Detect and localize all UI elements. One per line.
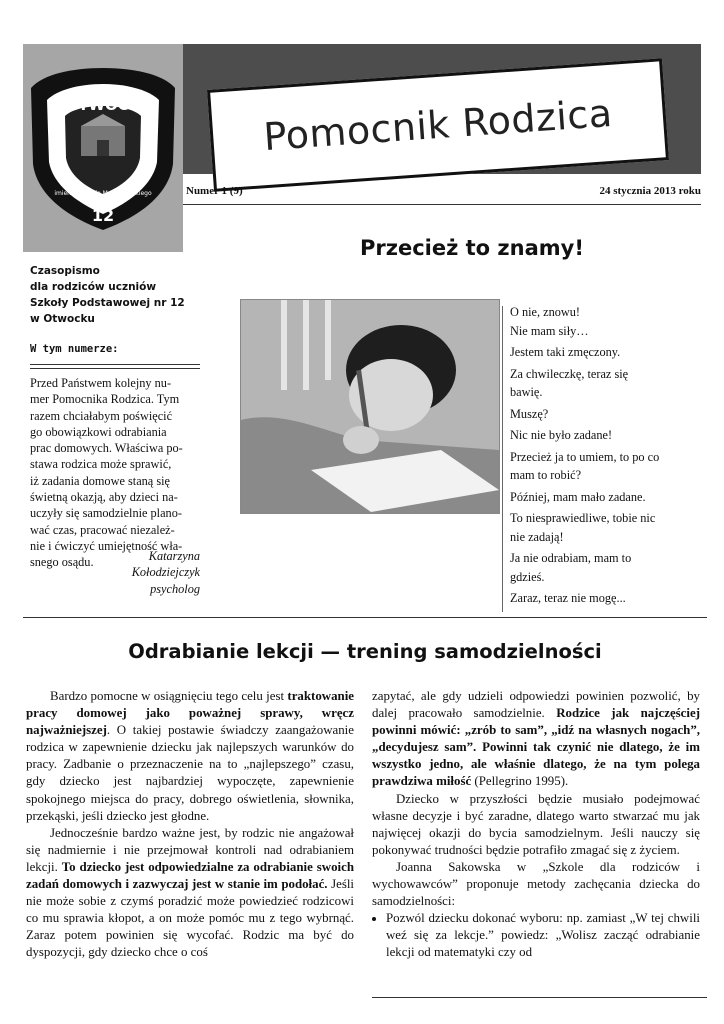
photo-illustration-icon <box>241 300 499 513</box>
divider <box>372 997 707 998</box>
logo-top-text: OTWOCK <box>65 96 141 114</box>
note-line: wać czas, pracować niezależ- <box>30 522 175 537</box>
text-run: . O takiej postawie świadczy zaangażowanie rodzica w zapewnienie dziecku jak najlepszych warunków do pracy. Zadbanie o przeznaczenie na to „najlepszego” czasu, gdy dziecko jest najbardziej wypoczęte, zapewnienie spokojnego miejsca do pracy, dobrego oświetlenia, słownika, przekąski, jeśli dziecko jest głodne. <box>26 723 354 823</box>
child-homework-photo <box>240 299 500 514</box>
quote <box>510 549 700 586</box>
note-line: uczyły się samodzielnie plano- <box>30 506 182 521</box>
author-line: Kołodziejczyk <box>131 565 200 580</box>
article-paragraph <box>372 688 700 791</box>
note-line: Przed Państwem kolejny nu- <box>30 376 172 390</box>
text-run: (Pellegrino 1995). <box>471 774 569 789</box>
article-paragraph <box>26 688 354 825</box>
note-line: stawa rodzica może sprawić, <box>30 457 172 472</box>
quote-line: nie zadają! <box>510 529 564 544</box>
emphasis-text: traktowanie pracy domowej jako poważnej sprawy, wręcz najważniejszej <box>26 689 354 738</box>
note-line: prac domowych. Właściwa po- <box>30 441 183 456</box>
list-item: • Pozwól dziecku dokonać wyboru: np. zamiast „W tej chwili weź się za lekcje.” powiedz: „Wolisz zacząć odrabianie lekcji od matematyki czy od <box>386 910 700 961</box>
quote-line: gdzieś. <box>510 569 545 584</box>
tips-list <box>372 910 700 961</box>
article-paragraph: Joanna Sakowska w „Szkole dla rodziców i wychowawców” proponuje metody zachęcania dziecka do samodzielności: <box>372 859 700 909</box>
note-line: iż zadania domowe staną się <box>30 473 170 488</box>
featured-title: Przecież to znamy! <box>360 236 584 260</box>
quote-line: O nie, znowu! <box>510 305 581 319</box>
divider <box>30 364 200 365</box>
quote-line: Później, mam mało zadane. <box>510 489 646 504</box>
quote-line: To niesprawiedliwe, tobie nic <box>510 511 656 525</box>
quote-line: Zaraz, teraz nie mogę... <box>510 591 626 605</box>
quote-line: bawię. <box>510 385 543 399</box>
newsletter-title: Pomocnik Rodzica <box>262 90 614 160</box>
divider <box>23 617 707 618</box>
quotes-list <box>510 303 700 611</box>
quote <box>510 509 700 546</box>
article-title: Odrabianie lekcji — trening samodzielności <box>128 640 602 663</box>
article-paragraph: Dziecko w przyszłości będzie musiało podejmować własne decyzje i być zaradne, dlatego warto stwarzać mu jak najwięcej okazji do bycia samodzielnym. Jeśli nauczy się pokonywać trudności będzie potrafiło zmagać się z życiem. <box>372 791 700 857</box>
issue-number: Numer 1 (9) <box>186 185 243 197</box>
text-run: Jeśli nie może sobie z czymś poradzić może powiedzieć rodzicowi co mu sprawia kłopot, a on może pomóc mu z tego wybrnąć. Zaraz potem powinien się wycofać. Rodzic ma być do dyspozycji, gdy dziecko chce o coś <box>26 877 354 960</box>
quote-line: Za chwileczkę, teraz się <box>510 366 629 381</box>
quote-line: Nic nie było zadane! <box>510 428 613 442</box>
divider <box>30 368 200 369</box>
quote <box>510 426 700 445</box>
quote-line: mam to robić? <box>510 468 582 482</box>
quote <box>510 488 700 507</box>
emphasis-text: To dziecko jest odpowiedzialne za odrabianie swoich zadań domowych i zazwyczaj jest w stanie im podołać. <box>26 859 355 892</box>
quote <box>510 405 700 424</box>
quote-line: Muszę? <box>510 406 549 421</box>
quote <box>510 343 700 362</box>
intro-line: w Otwocku <box>30 313 95 325</box>
divider <box>183 204 701 205</box>
intro-line: Szkoły Podstawowej nr 12 <box>30 297 185 309</box>
logo-panel <box>23 44 183 252</box>
note-line: mer Pomocnika Rodzica. Tym <box>30 392 180 407</box>
article-paragraph <box>26 825 354 962</box>
note-line: go obowiązkowi odrabiania <box>30 424 167 439</box>
sidebar-intro <box>30 263 200 327</box>
author-line: Katarzyna <box>148 549 200 563</box>
issue-date: 24 stycznia 2013 roku <box>599 185 701 197</box>
quote <box>510 365 700 402</box>
quote <box>510 303 700 340</box>
quote-line: Jestem taki zmęczony. <box>510 345 621 359</box>
emphasis-text: Rodzice jak najczęściej powinni mówić: „zrób to sam”, „idź na własnych nogach”, „decydujesz sam”. Powinni tak czynić nie dlatego, że im wszystko jedno, ale właśnie dlatego, że na tym polega prawdziwa miłość <box>372 706 700 789</box>
quote <box>510 589 700 608</box>
author-signature <box>30 548 200 597</box>
article-column-left <box>26 688 354 962</box>
logo-ring-text: imienia Kornela Makuszyńskiego <box>54 190 152 197</box>
intro-line: dla rodziców uczniów <box>30 281 157 293</box>
divider <box>502 306 503 612</box>
logo-number: 12 <box>91 206 115 225</box>
intro-line: Czasopismo <box>30 265 100 277</box>
note-line: świetną okazją, aby dzieci na- <box>30 490 178 505</box>
quote-line: Przecież ja to umiem, to po co <box>510 449 660 464</box>
article-column-right <box>372 688 700 962</box>
in-this-issue-heading: W tym numerze: <box>30 343 119 355</box>
note-line: razem chciałabym poświęcić <box>30 408 173 423</box>
quote-line: Nie mam siły… <box>510 323 589 338</box>
text-run: Bardzo pomocne w osiągnięciu tego celu jest <box>50 689 288 703</box>
text-run: zapytać, ale gdy udzieli odpowiedzi powinien pozwolić, by dalej pracowało samodzielnie. <box>372 689 700 721</box>
editorial-note <box>30 375 200 571</box>
note-line: snego osądu. <box>30 555 94 570</box>
quote <box>510 448 700 485</box>
note-line: nie i ćwiczyć umiejętność wła- <box>30 538 183 553</box>
quote-line: Ja nie odrabiam, mam to <box>510 551 632 565</box>
author-line: psycholog <box>150 581 200 596</box>
text-run: Jednocześnie bardzo ważne jest, by rodzic nie angażował się nadmiernie i nie przejmował kontroli nad odrabianiem lekcji. <box>26 825 354 874</box>
